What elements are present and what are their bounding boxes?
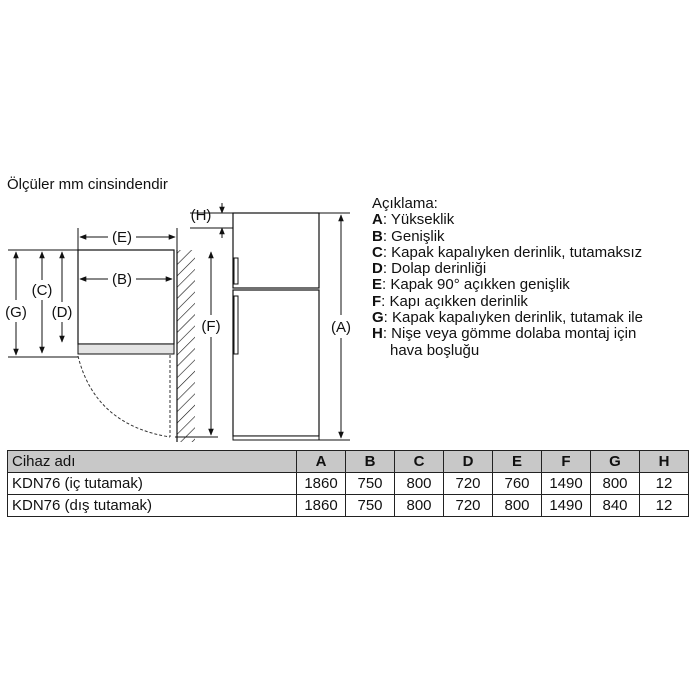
header-B: B <box>346 451 395 473</box>
table-cell: 800 <box>395 495 444 517</box>
legend-key: G <box>372 309 384 327</box>
legend-item <box>372 294 643 310</box>
legend-item <box>372 261 643 277</box>
door-swing-arc <box>78 356 170 437</box>
dim-label-G: (G) <box>5 304 27 321</box>
table-cell: 1490 <box>542 495 591 517</box>
header-D: D <box>444 451 493 473</box>
table-row <box>8 473 689 495</box>
dim-label-B: (B) <box>112 271 132 288</box>
table-cell: 760 <box>493 473 542 495</box>
legend-title: Açıklama: <box>372 195 438 212</box>
dim-label-E: (E) <box>112 229 132 246</box>
table-cell-name: KDN76 (dış tutamak) <box>8 495 297 517</box>
top-view <box>5 228 220 442</box>
legend-text: : Genişlik <box>382 227 445 245</box>
freezer-handle <box>234 258 238 284</box>
legend-text: : Yükseklik <box>382 211 455 229</box>
legend-key: C <box>372 243 383 261</box>
legend-item <box>372 310 643 326</box>
table-cell-name: KDN76 (iç tutamak) <box>8 473 297 495</box>
legend-continuation: hava boşluğu <box>390 341 480 359</box>
table-cell: 800 <box>591 473 640 495</box>
legend-key: E <box>372 276 383 294</box>
legend-item <box>372 229 643 245</box>
table-row <box>8 495 689 517</box>
header-H: H <box>640 451 689 473</box>
dim-label-C: (C) <box>31 282 53 299</box>
table-cell: 1860 <box>297 495 346 517</box>
legend-item <box>372 245 643 261</box>
header-A: A <box>297 451 346 473</box>
table-cell: 1490 <box>542 473 591 495</box>
legend-key: A <box>372 211 383 229</box>
table-cell: 720 <box>444 473 493 495</box>
fridge-handle <box>234 296 238 354</box>
legend-key: H <box>372 325 383 343</box>
fridge-top-compartment <box>233 213 319 288</box>
table-cell: 800 <box>395 473 444 495</box>
legend-text: : Kapı açıkken derinlik <box>381 292 528 310</box>
legend-item <box>372 277 643 293</box>
spec-table <box>7 450 689 517</box>
table-cell: 720 <box>444 495 493 517</box>
legend-text: : Kapak 90° açıkken genişlik <box>382 276 570 294</box>
wall-hatch <box>177 250 195 442</box>
table-cell: 750 <box>346 473 395 495</box>
fridge-bottom-compartment <box>233 290 319 436</box>
legend-key: D <box>372 260 383 278</box>
table-cell: 750 <box>346 495 395 517</box>
header-F: F <box>542 451 591 473</box>
dim-label-D: (D) <box>51 304 73 321</box>
table-cell: 12 <box>640 495 689 517</box>
header-G: G <box>591 451 640 473</box>
table-cell: 1860 <box>297 473 346 495</box>
header-E: E <box>493 451 542 473</box>
dim-label-A: (A) <box>331 319 351 336</box>
legend-text: : Nişe veya gömme dolaba montaj için <box>382 325 637 343</box>
dim-label-F: (F) <box>201 318 221 335</box>
legend-key: B <box>372 227 383 245</box>
legend-item <box>372 212 643 228</box>
dim-label-H: (H) <box>190 207 212 224</box>
page-title: Ölçüler mm cinsindendir <box>7 176 168 193</box>
legend-key: F <box>372 292 382 310</box>
door-closed <box>78 344 174 354</box>
legend-text: : Kapak kapalıyken derinlik, tutamaksız <box>382 243 643 261</box>
legend <box>372 196 643 359</box>
fridge-base <box>233 436 319 440</box>
legend-item <box>372 326 643 342</box>
legend-text: : Kapak kapalıyken derinlik, tutamak ile <box>383 309 643 327</box>
table-cell: 840 <box>591 495 640 517</box>
header-device-name: Cihaz adı <box>8 451 297 473</box>
header-C: C <box>395 451 444 473</box>
table-cell: 12 <box>640 473 689 495</box>
cabinet-body <box>78 250 174 344</box>
table-cell: 800 <box>493 495 542 517</box>
legend-text: : Dolap derinliği <box>382 260 487 278</box>
table-header-row <box>8 451 689 473</box>
